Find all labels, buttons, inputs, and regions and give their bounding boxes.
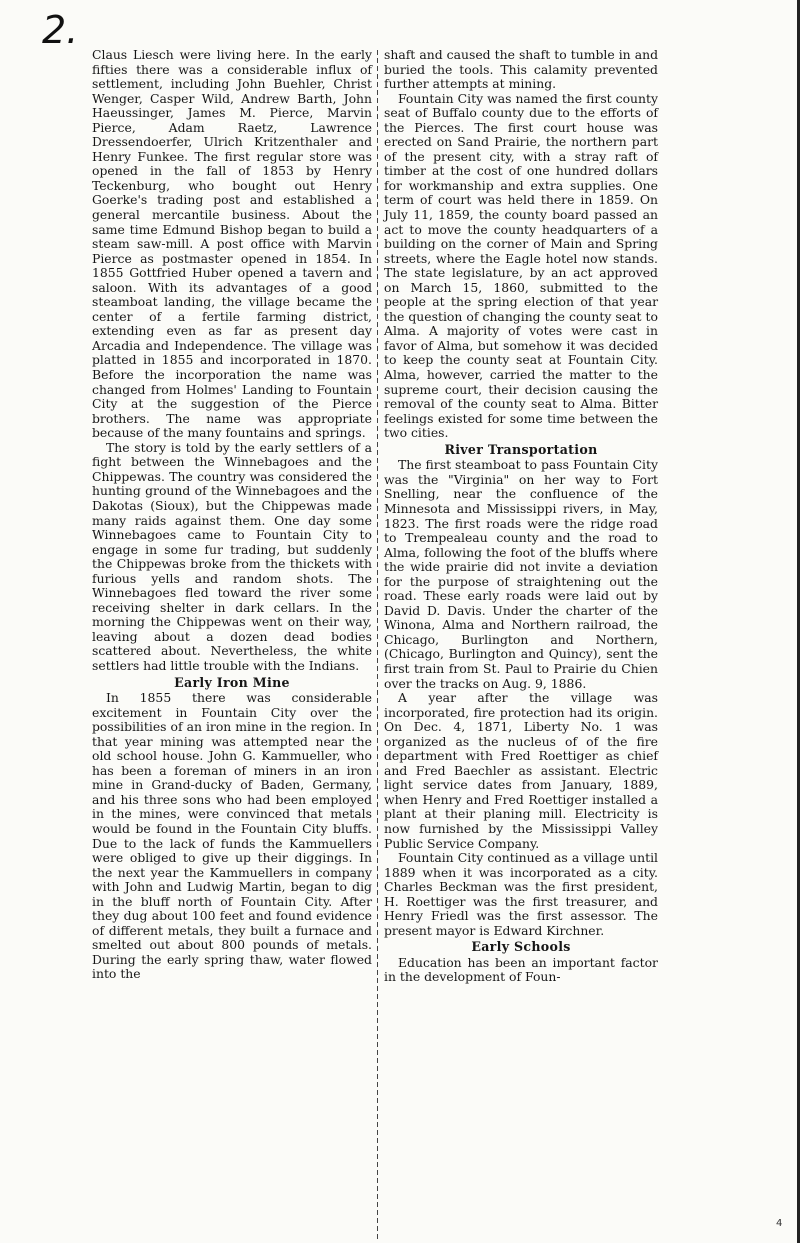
heading-early-schools: Early Schools bbox=[471, 939, 571, 955]
corner-mark: 4 bbox=[776, 1218, 783, 1229]
right-column bbox=[384, 48, 658, 985]
paragraph-mine-continued: shaft and caused the shaft to tumble in and buried the tools. This calamity prevented further attempts at mining. bbox=[384, 47, 658, 92]
left-column bbox=[92, 48, 372, 982]
paragraph-indian-fight: The story is told by the early settlers of a fight between the Winnebagoes and the Chippewas. The country was considered the hunting ground of the Winnebagoes and the Dakotas (Sioux), but the Chippewas made many raids against them. One day some Winnebagoes came to Fountain City to engage in some fur trading, but suddenly the Chippewas broke from the thickets with furious yells and random shots. The Winnebagoes fled toward the river some receiving shelter in dark cellars. In the morning the Chippewas went on their way, leaving about a dozen dead bodies scattered about. Nevertheless, the white settlers had little trouble with the Indians. bbox=[92, 439, 372, 673]
paragraph-fire-protection: A year after the village was incorporated, fire protection had its origin. On Dec. 4, 1871, Liberty No. 1 was organized as the nucleus of of the fire department with Fred Roettiger as chief and Fred Baechler as assistant. Electric light service dates from January, 1889, when Henry and Fred Roettiger installed a plant at their planing mill. Electricity is now furnished by the Mississippi Valley Public Service Company. bbox=[384, 690, 658, 851]
paragraph-steamboat: The first steamboat to pass Fountain City was the "Virginia" on her way to Fort Snelling, near the confluence of the Minnesota and Mississippi rivers, in May, 1823. The first roads were the ridge road to Trempealeau county and the road to Alma, following the foot of the bluffs where the wide prairie did not invite a deviation for the purpose of straightening out the road. These early roads were laid out by David D. Davis. Under the charter of the Winona, Alma and Northern railroad, the Chicago, Burlington and Northern, (Chicago, Burlington and Quincy), sent the first train from St. Paul to Prairie du Chien over the tracks on Aug. 9, 1886. bbox=[384, 457, 658, 691]
heading-river-transportation: River Transportation bbox=[444, 441, 598, 457]
paragraph-city-incorporation: Fountain City continued as a village until 1889 when it was incorporated as a city. Charles Beckman was the first president, H. Roettiger was the first treasurer, and Henry Friedl was the first assessor. The present mayor is Edward Kirchner. bbox=[384, 850, 658, 938]
paragraph-education: Education has been an important factor in the development of Foun- bbox=[384, 954, 658, 985]
column-divider bbox=[377, 50, 378, 1240]
heading-early-iron-mine: Early Iron Mine bbox=[174, 674, 290, 690]
paragraph-county-seat: Fountain City was named the first county seat of Buffalo county due to the efforts of the Pierces. The first court house was erected on Sand Prairie, the northern part of the present city, with a stray raft of timber at the cost of one hundred dollars for workmanship and extra supplies. One term of court was held there in 1859. On July 11, 1859, the county board passed an act to move the county headquarters of a building on the corner of Main and Spring streets, where the Eagle hotel now stands. The state legislature, by an act approved on March 15, 1860, submitted to the people at the spring election of that year the question of changing the county seat to Alma. A majority of votes were cast in favor of Alma, but somehow it was decided to keep the county seat at Fountain City. Alma, however, carried the matter to the supreme court, their decision causing the removal of the county seat to Alma. Bitter feelings existed for some time between the two cities. bbox=[384, 90, 658, 441]
page-number: 2. bbox=[42, 8, 79, 52]
paragraph-settlement: Claus Liesch were living here. In the early fifties there was a considerable influx of settlement, including John Buehler, Christ Wenger, Casper Wild, Andrew Barth, John Haeussinger, James M. Pierce, Marvin Pierce, Adam Raetz, Lawrence Dressendoerfer, Ulrich Kritzenthaler and Henry Funkee. The first regular store was opened in the fall of 1853 by Henry Teckenburg, who bought out Henry Goerke's trading post and established a general mercantile business. About the same time Edmund Bishop began to build a steam saw-mill. A post office with Marvin Pierce as postmaster opened in 1854. In 1855 Gottfried Huber opened a tavern and saloon. With its advantages of a good steamboat landing, the village became the center of a fertile farming district, extending even as far as present day Arcadia and Independence. The village was platted in 1855 and incorporated in 1870. Before the incorporation the name was changed from Holmes' Landing to Fountain City at the suggestion of the Pierce brothers. The name was appropriate because of the many fountains and springs. bbox=[92, 47, 372, 441]
paragraph-iron-mine: In 1855 there was considerable excitement in Fountain City over the possibilities of an iron mine in the region. In that year mining was attempted near the old school house. John G. Kammueller, who has been a foreman of miners in an iron mine in Grand-ducky of Baden, Germany, and his three sons who had been employed in the mines, were convinced that metals would be found in the Fountain City bluffs. Due to the lack of funds the Kammuellers were obliged to give up their diggings. In the next year the Kammuellers in company with John and Ludwig Martin, began to dig in the bluff north of Fountain City. After they dug about 100 feet and found evidence of different metals, they built a furnace and smelted out about 800 pounds of metals. During the early spring thaw, water flowed into the bbox=[92, 690, 372, 982]
